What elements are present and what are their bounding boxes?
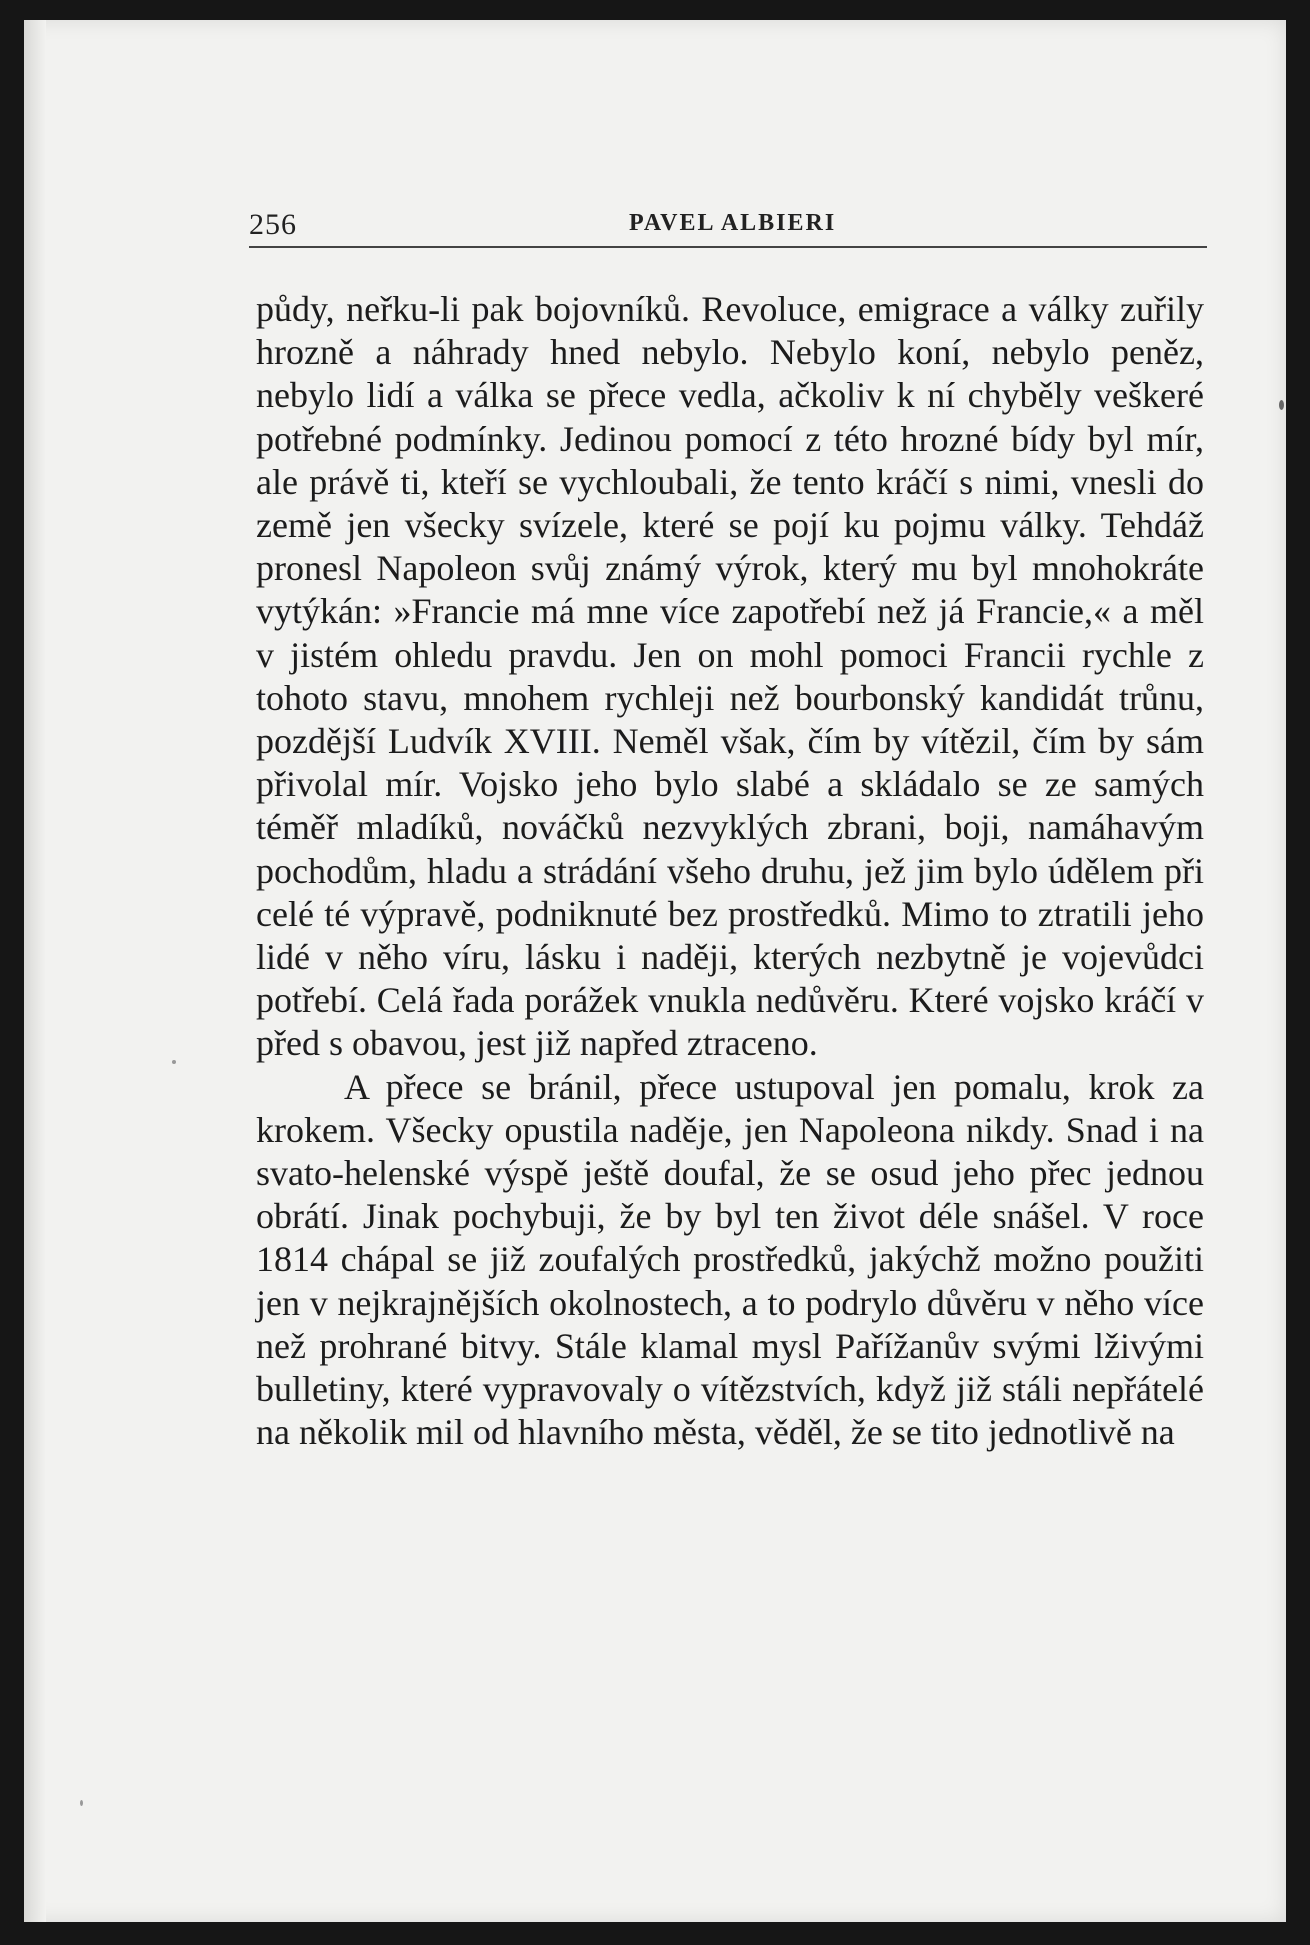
page-number: 256	[249, 208, 297, 241]
page-header	[249, 188, 1207, 244]
paragraph: A přece se bránil, přece ustupoval jen pomalu, krok za krokem. Všecky opustila naděje, jen Napoleona nikdy. Snad i na svato-helenské výspě ještě doufal, že se osud jeho přec jednou obrátí. Jinak pochybuji, že by byl ten život déle snášel. V roce 1814 chápal se již zoufalých prostředků, jakýchž možno použiti jen v nejkrajnějších okolnostech, a to podrylo důvěru v něho více než prohrané bitvy. Stále klamal mysl Pařížanův svými lživými bulletiny, které vypravovaly o vítězstvích, když již stáli nepřátelé na několik mil od hlavního města, věděl, že se tito jednotlivě na	[256, 1066, 1204, 1453]
scan-speck	[1279, 400, 1284, 410]
header-rule	[249, 246, 1207, 248]
scan-speck	[172, 1060, 176, 1064]
paragraph: půdy, neřku-li pak bojovníků. Revoluce, emigrace a války zuřily hrozně a náhrady hned nebylo. Nebylo koní, nebylo peněz, nebylo lidí a válka se přece vedla, ačkoliv k ní chyběly veškeré potřebné podmínky. Jedinou pomocí z této hrozné bídy byl mír, ale právě ti, kteří se vychloubali, že tento kráčí s nimi, vnesli do země jen všecky svízele, které se pojí ku pojmu války. Tehdáž pronesl Napoleon svůj známý výrok, který mu byl mnohokráte vytýkán: »Francie má mne více zapotřebí než já Francie,« a měl v jistém ohledu pravdu. Jen on mohl pomoci Francii rychle z tohoto stavu, mnohem rychleji než bourbonský kandidát trůnu, pozdější Ludvík XVIII. Neměl však, čím by vítězil, čím by sám přivolal mír. Vojsko jeho bylo slabé a skládalo se ze samých téměř mladíků, nováčků nezvyklých zbrani, boji, namáhavým pochodům, hladu a strádání všeho druhu, jež jim bylo údělem při celé té výpravě, podniknuté bez prostředků. Mimo to ztratili jeho lidé v něho víru, lásku i naději, kterých nezbytně je vojevůdci potřebí. Celá řada porážek vnukla nedůvěru. Které vojsko kráčí v před s obavou, jest již napřed ztraceno.	[256, 289, 1204, 1064]
book-page	[24, 20, 1286, 1922]
page-gutter-shadow	[24, 20, 46, 1922]
scan-speck	[80, 1800, 83, 1806]
body-text	[256, 288, 1204, 1454]
running-title: PAVEL ALBIERI	[629, 210, 837, 236]
